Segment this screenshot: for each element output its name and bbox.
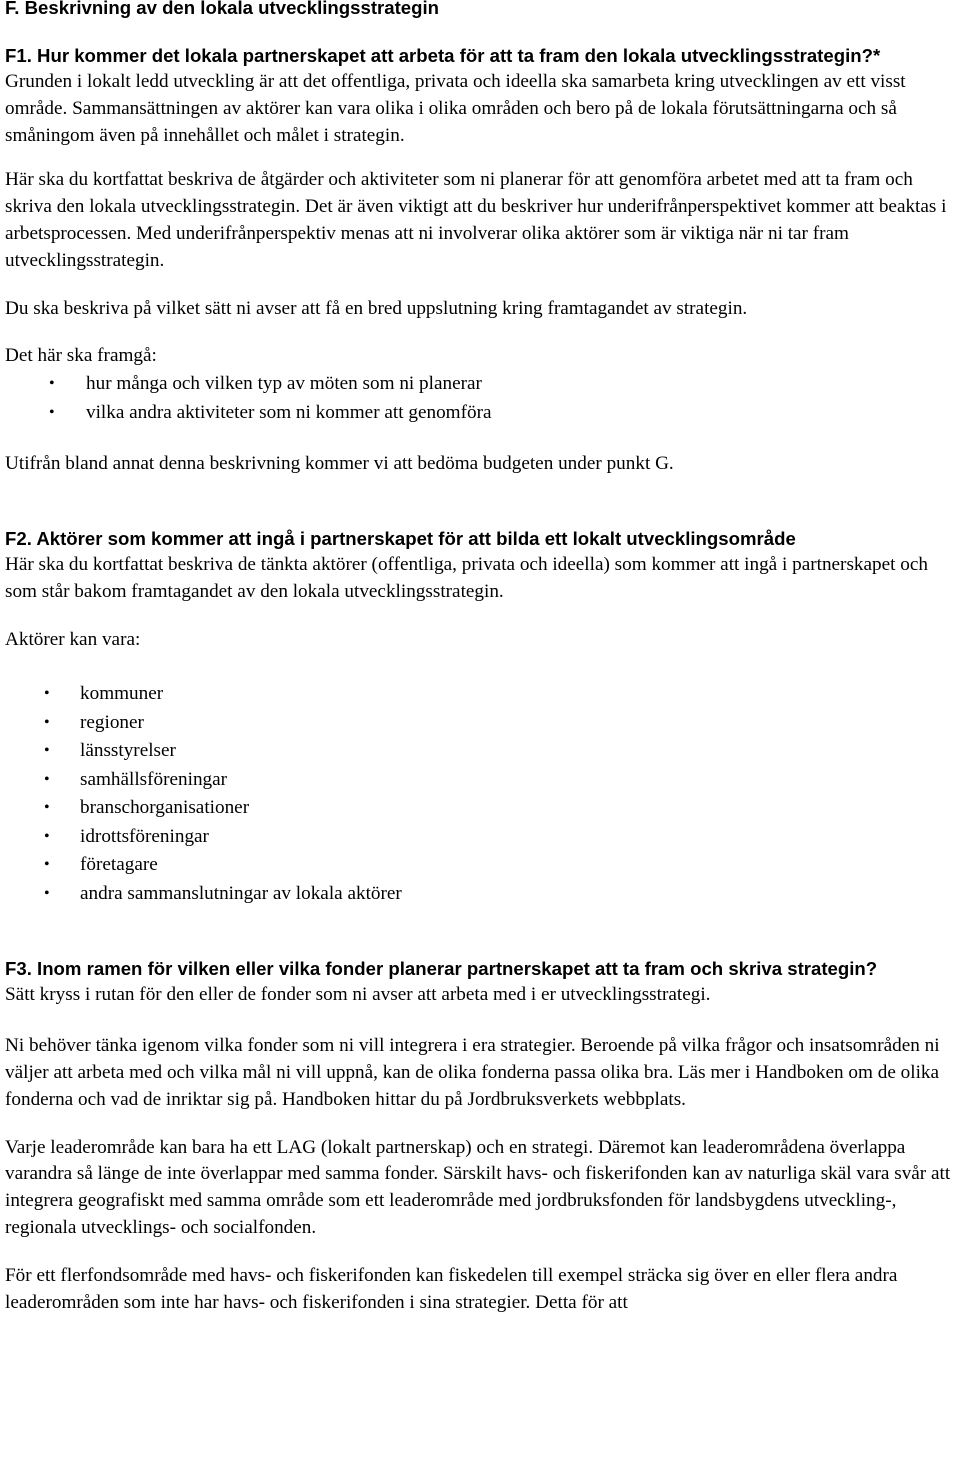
- f1-paragraph-1: Grunden i lokalt ledd utveckling är att det offentliga, privata och ideella ska samarbeta kring utvecklingen av ett visst område. Sammansättningen av aktörer kan vara olika i olika områden och bero på de lokala förutsättningarna och så småningom även på innehållet och målet i strategin.: [5, 71, 906, 146]
- f1-bullet-list: [5, 370, 960, 427]
- f3-heading: F3. Inom ramen för vilken eller vilka fonder planerar partnerskapet att ta fram och skriva strategin?: [5, 958, 878, 980]
- f1-paragraph-4: Utifrån bland annat denna beskrivning kommer vi att bedöma budgeten under punkt G.: [5, 453, 674, 475]
- list-item: • vilka andra aktiviteter som ni kommer att genomföra: [5, 399, 960, 428]
- f3-paragraph-4: För ett flerfondsområde med havs- och fiskerifonden kan fiskedelen till exempel sträcka sig över en eller flera andra leaderområden som inte har havs- och fiskerifonden i sina strategier. Detta för att: [5, 1264, 898, 1313]
- f1-paragraph-2: Här ska du kortfattat beskriva de åtgärder och aktiviteter som ni planerar för att genomföra arbetet med att ta fram och skriva den lokala utvecklingsstrategin. Det är även viktigt att du beskriver hur underifrånperspektivet kommer att beaktas i arbetsprocessen. Med underifrånperspektiv menas att ni involverar olika aktörer som är viktiga när ni tar fram utvecklingsstrategin.: [5, 169, 947, 271]
- f3-paragraph-1: Sätt kryss i rutan för den eller de fonder som ni avser att arbeta med i er utvecklingsstrategi.: [5, 984, 711, 1006]
- f1-heading: F1. Hur kommer det lokala partnerskapet att arbeta för att ta fram den lokala utvecklingsstrategin?*: [5, 45, 881, 66]
- f1-list-intro: Det här ska framgå:: [5, 345, 157, 367]
- f2-bullet-list: [5, 680, 960, 908]
- list-item: • företagare: [5, 851, 960, 880]
- list-item: • idrottsföreningar: [5, 823, 960, 852]
- f2-paragraph-1: Här ska du kortfattat beskriva de tänkta aktörer (offentliga, privata och ideella) som kommer att ingå i partnerskapet och som står bakom framtagandet av den lokala utvecklingsstrategin.: [5, 553, 928, 602]
- f1-paragraph-3: Du ska beskriva på vilket sätt ni avser att få en bred uppslutning kring framtagandet av strategin.: [5, 297, 748, 319]
- list-item: • kommuner: [5, 680, 960, 709]
- list-item: • andra sammanslutningar av lokala aktörer: [5, 880, 960, 909]
- f3-paragraph-3: Varje leaderområde kan bara ha ett LAG (lokalt partnerskap) och en strategi. Däremot kan leaderområdena överlappa varandra så länge de inte överlappar med samma fonder. Särskilt havs- och fiskerifonden kan av naturliga skäl vara svår att integrera geografiskt med samma område som ett leaderområde med jordbruksfonden för landsbygdens utveckling-, regionala utvecklings- och socialfonden.: [5, 1136, 951, 1238]
- f3-paragraph-2: Ni behöver tänka igenom vilka fonder som ni vill integrera i era strategier. Beroende på vilka frågor och insatsområden ni väljer att arbeta med och vilka mål ni vill uppnå, kan de olika fonderna passa olika bra. Läs mer i Handboken om de olika fonderna och vad de inriktar sig på. Handboken hittar du på Jordbruksverkets webbplats.: [5, 1035, 940, 1110]
- list-item: • länsstyrelser: [5, 737, 960, 766]
- list-item: • hur många och vilken typ av möten som ni planerar: [5, 370, 960, 399]
- document-page: [5, 0, 960, 1316]
- section-title: F. Beskrivning av den lokala utvecklingsstrategin: [5, 0, 440, 18]
- f2-heading: F2. Aktörer som kommer att ingå i partnerskapet för att bilda ett lokalt utvecklingsområde: [5, 527, 796, 549]
- list-item: • branschorganisationer: [5, 794, 960, 823]
- f2-list-intro: Aktörer kan vara:: [5, 628, 141, 650]
- list-item: • samhällsföreningar: [5, 766, 960, 795]
- list-item: • regioner: [5, 709, 960, 738]
